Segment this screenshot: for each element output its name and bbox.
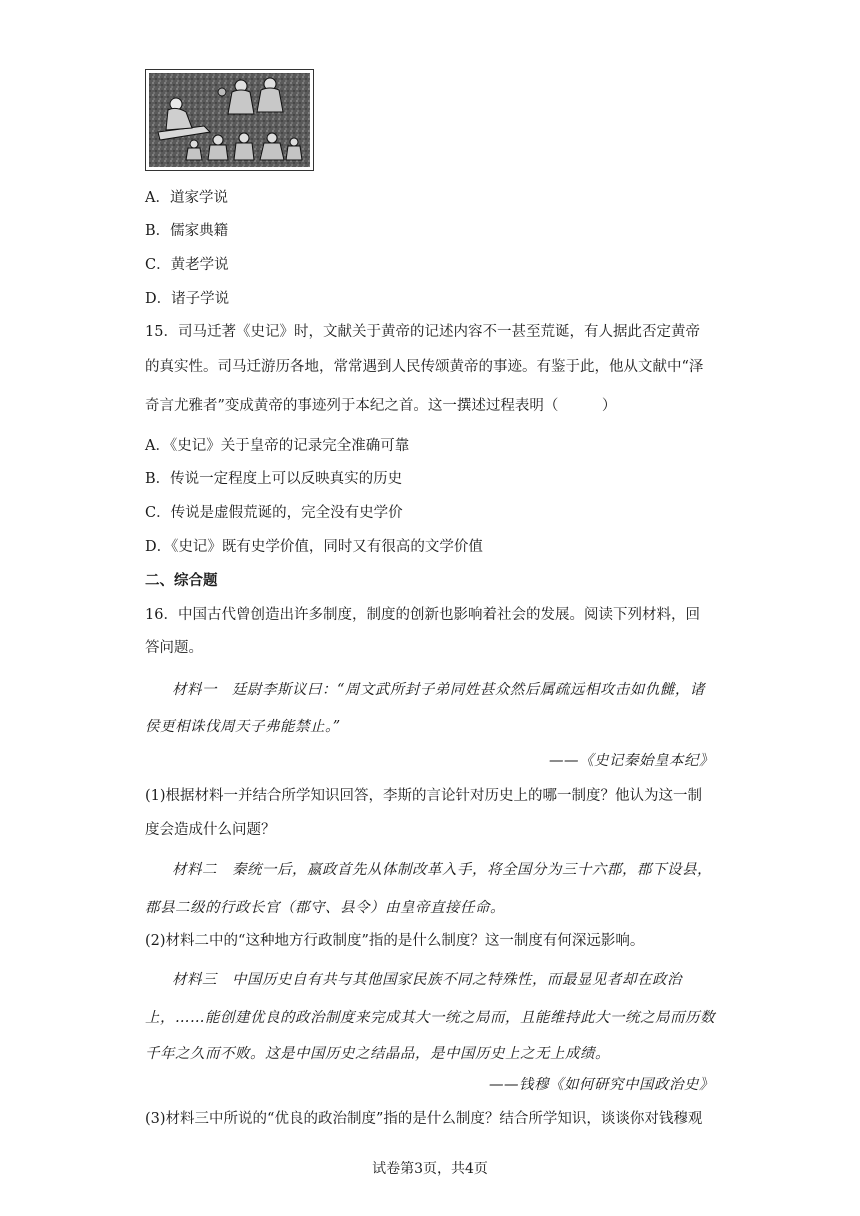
q16-sub1-line-1: (1)根据材料一并结合所学知识回答，李斯的言论针对历史上的哪一制度？他认为这一制: [145, 788, 703, 804]
material3-line-2: 上，……能创建优良的政治制度来完成其大一统之局而，且能维持此大一统之局而历数: [145, 1010, 715, 1026]
material1-source: ——《史记秦始皇本纪》: [549, 753, 714, 769]
q15-stem-line-2: 的真实性。司马迁游历各地，常常遇到人民传颂黄帝的事迹。有鉴于此，他从文献中“泽: [145, 359, 704, 375]
page-footer: 试卷第3页，共4页: [372, 1161, 488, 1177]
q15-stem-line-3: 奇言尤雅者”变成黄帝的事迹列于本纪之首。这一撰述过程表明（ ）: [145, 398, 617, 414]
q15-option-b: B．传说一定程度上可以反映真实的历史: [145, 471, 403, 487]
section-heading: 二、综合题: [145, 572, 218, 589]
material3-source: ——钱穆《如何研究中国政治史》: [489, 1077, 714, 1093]
q15-option-d: D．《史记》既有史学价值，同时又有很高的文学价值: [145, 539, 483, 555]
material1-line-1: 材料一 廷尉李斯议曰：“周文武所封子弟同姓甚众然后属疏远相攻击如仇雠，诸: [172, 682, 705, 698]
material2-line-1: 材料二 秦统一后，嬴政首先从体制改革入手，将全国分为三十六郡，郡下设县，: [172, 862, 712, 878]
q15-option-c: C．传说是虚假荒诞的，完全没有史学价: [145, 505, 403, 521]
q14-option-c: C．黄老学说: [145, 257, 229, 273]
q16-stem-line-2: 答问题。: [145, 640, 203, 656]
material2-line-2: 郡县二级的行政长官（郡守、县令）由皇帝直接任命。: [145, 900, 505, 916]
material3-line-1: 材料三 中国历史自有共与其他国家民族不同之特殊性，而最显见者却在政治: [172, 972, 682, 988]
stone-relief-image: [145, 69, 314, 171]
relief-rubbing-drawing: [146, 70, 313, 170]
q14-option-b: B．儒家典籍: [145, 223, 229, 239]
q15-stem-line-1: 15．司马迁著《史记》时，文献关于黄帝的记述内容不一甚至荒诞，有人据此否定黄帝: [145, 324, 700, 340]
q14-option-a: A．道家学说: [145, 190, 228, 206]
q14-option-d: D．诸子学说: [145, 291, 230, 307]
q16-sub2: (2)材料二中的“这种地方行政制度”指的是什么制度？这一制度有何深远影响。: [145, 933, 645, 949]
q15-option-a: A．《史记》关于皇帝的记录完全准确可靠: [145, 438, 410, 454]
q16-sub3: (3)材料三中所说的“优良的政治制度”指的是什么制度？结合所学知识，谈谈你对钱穆观: [145, 1111, 703, 1127]
q16-stem-line-1: 16．中国古代曾创造出许多制度，制度的创新也影响着社会的发展。阅读下列材料，回: [145, 607, 700, 623]
q16-sub1-line-2: 度会造成什么问题？: [145, 822, 276, 838]
material3-line-3: 千年之久而不败。这是中国历史之结晶品，是中国历史上之无上成绩。: [145, 1046, 610, 1062]
material1-line-2: 侯更相诛伐周天子弗能禁止。”: [145, 719, 341, 735]
